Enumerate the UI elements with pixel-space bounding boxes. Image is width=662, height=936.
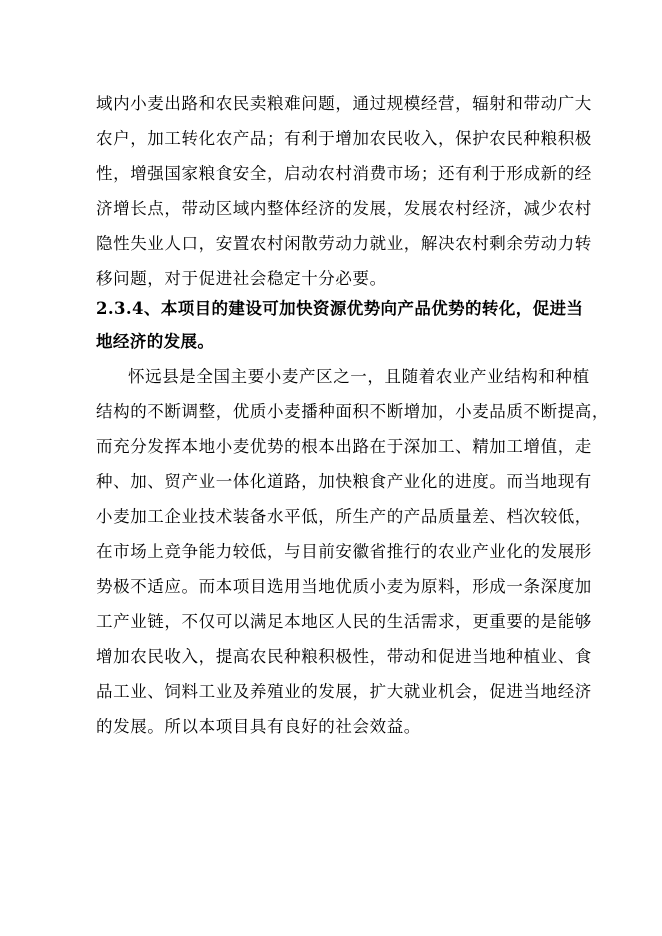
paragraph-2-line-1: 怀远县是全国主要小麦产区之一，且随着农业产业结构和种植 — [128, 367, 590, 386]
section-heading-line-2: 地经济的发展。 — [96, 332, 215, 351]
paragraph-1-line-5: 隐性失业人口，安置农村闲散劳动力就业，解决农村剩余劳动力转 — [96, 234, 592, 253]
paragraph-2-line-10: 品工业、饲料工业及养殖业的发展，扩大就业机会，促进当地经济 — [96, 682, 592, 701]
paragraph-2-line-11: 的发展。所以本项目具有良好的社会效益。 — [96, 717, 421, 736]
section-heading-line-1: 2.3.4、本项目的建设可加快资源优势向产品优势的转化，促进当 — [96, 299, 584, 318]
paragraph-1-line-2: 农户，加工转化农产品；有利于增加农民收入，保护农民种粮积极 — [96, 129, 592, 148]
paragraph-2-line-3: 而充分发挥本地小麦优势的根本出路在于深加工、精加工增值，走 — [96, 437, 592, 456]
paragraph-2-line-2: 结构的不断调整，优质小麦播种面积不断增加，小麦品质不断提高， — [96, 402, 609, 421]
paragraph-2-line-8: 工产业链，不仅可以满足本地区人民的生活需求，更重要的是能够 — [96, 612, 592, 631]
paragraph-1-line-3: 性，增强国家粮食安全，启动农村消费市场；还有利于形成新的经 — [96, 164, 592, 183]
paragraph-2-line-9: 增加农民收入，提高农民种粮积极性，带动和促进当地种植业、食 — [96, 647, 592, 666]
paragraph-2-line-6: 在市场上竞争能力较低，与目前安徽省推行的农业产业化的发展形 — [96, 542, 592, 561]
paragraph-2-line-4: 种、加、贸产业一体化道路，加快粮食产业化的进度。而当地现有 — [96, 472, 592, 491]
paragraph-1-line-6: 移问题，对于促进社会稳定十分必要。 — [96, 269, 387, 288]
paragraph-2-line-7: 势极不适应。而本项目选用当地优质小麦为原料，形成一条深度加 — [96, 577, 592, 596]
paragraph-1-line-4: 济增长点，带动区域内整体经济的发展，发展农村经济，减少农村 — [96, 199, 592, 218]
paragraph-2-line-5: 小麦加工企业技术装备水平低，所生产的产品质量差、档次较低， — [96, 507, 592, 526]
paragraph-1-line-1: 域内小麦出路和农民卖粮难问题，通过规模经营，辐射和带动广大 — [96, 94, 592, 113]
